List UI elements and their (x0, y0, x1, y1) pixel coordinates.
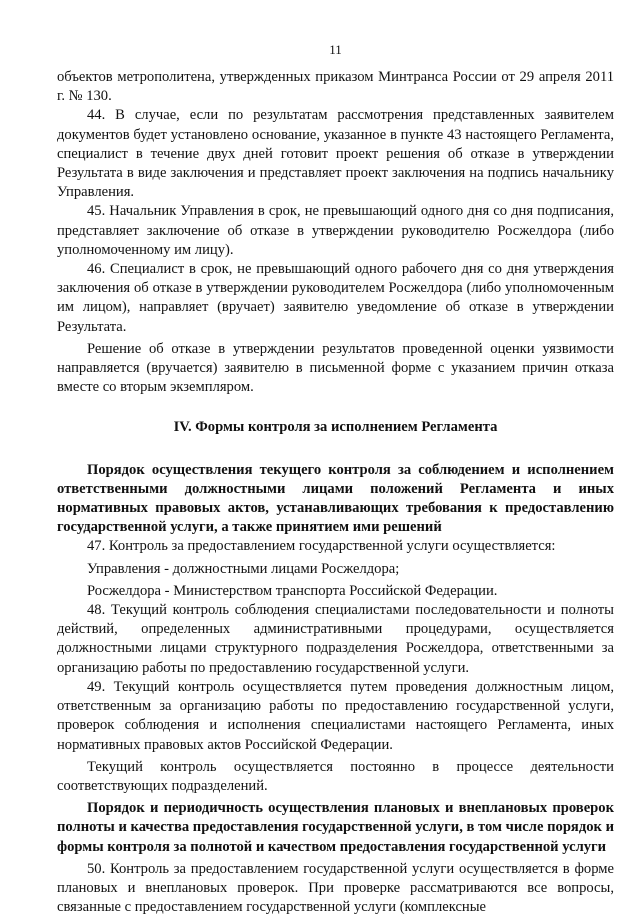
subheading-inspections: Порядок и периодичность осуществления плановых и внеплановых проверок полноты и качества предоставления государственной услуги, в том числе порядок и формы контроля за полнотой и качеством предоставления государственной услуги (57, 800, 614, 855)
paragraph-continuation: объектов метрополитена, утвержденных приказом Минтранса России от 29 апреля 2011 г. № 130. (57, 69, 614, 105)
paragraph-49: 49. Текущий контроль осуществляется путем проведения должностным лицом, ответственным за организацию работы по предоставлению государственной услуги, проверок соблюдения и исполнения специалистами настоящего Регламента, иных нормативных правовых актов Российской Федерации. (57, 678, 614, 753)
paragraph-47: 47. Контроль за предоставлением государственной услуги осуществляется: (87, 538, 556, 555)
paragraph-46: 46. Специалист в срок, не превышающий одного рабочего дня со дня утверждения заключения об отказе в утверждении руководителем Росжелдора (либо уполномоченным им лицом), направляет (вручает) заявителю уведомление об отказе в утверждении Результата. (57, 261, 614, 335)
paragraph-current-control: Текущий контроль осуществляется постоянно в процессе деятельности соответствующих подразделений. (57, 758, 614, 794)
paragraph-50: 50. Контроль за предоставлением государственной услуги осуществляется в форме плановых и внеплановых проверок. При проверке рассматриваются все вопросы, связанные с предоставлением государственной услуги (комплексные (57, 860, 614, 916)
paragraph-44: 44. В случае, если по результатам рассмотрения представленных заявителем документов будет установлено основание, указанное в пункте 43 настоящего Регламента, специалист в течение двух дней готовит проект решения об отказе в утверждении Результата в виде заключения и представляет проект заключения на подпись начальнику Управления. (57, 107, 614, 201)
section-heading: IV. Формы контроля за исполнением Регламента (173, 419, 498, 436)
paragraph-47-item-administration: Управления - должностными лицами Росжелдора; (87, 560, 400, 577)
paragraph-45: 45. Начальник Управления в срок, не превышающий одного дня со дня подписания, представляет заключение об отказе в утверждении руководителю Росжелдора (либо уполномоченному им лицу). (57, 203, 614, 258)
document-page (57, 42, 614, 917)
subheading-current-control: Порядок осуществления текущего контроля за соблюдением и исполнением ответственными должностными лицами положений Регламента и иных нормативных правовых актов, устанавливающих требования к предоставлению государственной услуги, а также принятием ими решений (57, 461, 614, 536)
paragraph-refusal-decision: Решение об отказе в утверждении результатов проведенной оценки уязвимости направляется (вручается) заявителю в письменной форме с указанием причин отказа вместе со вторым экземпляром. (57, 340, 614, 396)
page-number: 11 (329, 42, 342, 57)
paragraph-47-item-roszheldor: Росжелдора - Министерством транспорта Российской Федерации. (87, 582, 498, 599)
paragraph-48: 48. Текущий контроль соблюдения специалистами последовательности и полноты действий, определенных административными процедурами, осуществляется должностными лицами структурного подразделения Росжелдора, ответственными за организацию работы по предоставлению государственной услуги. (57, 602, 614, 676)
